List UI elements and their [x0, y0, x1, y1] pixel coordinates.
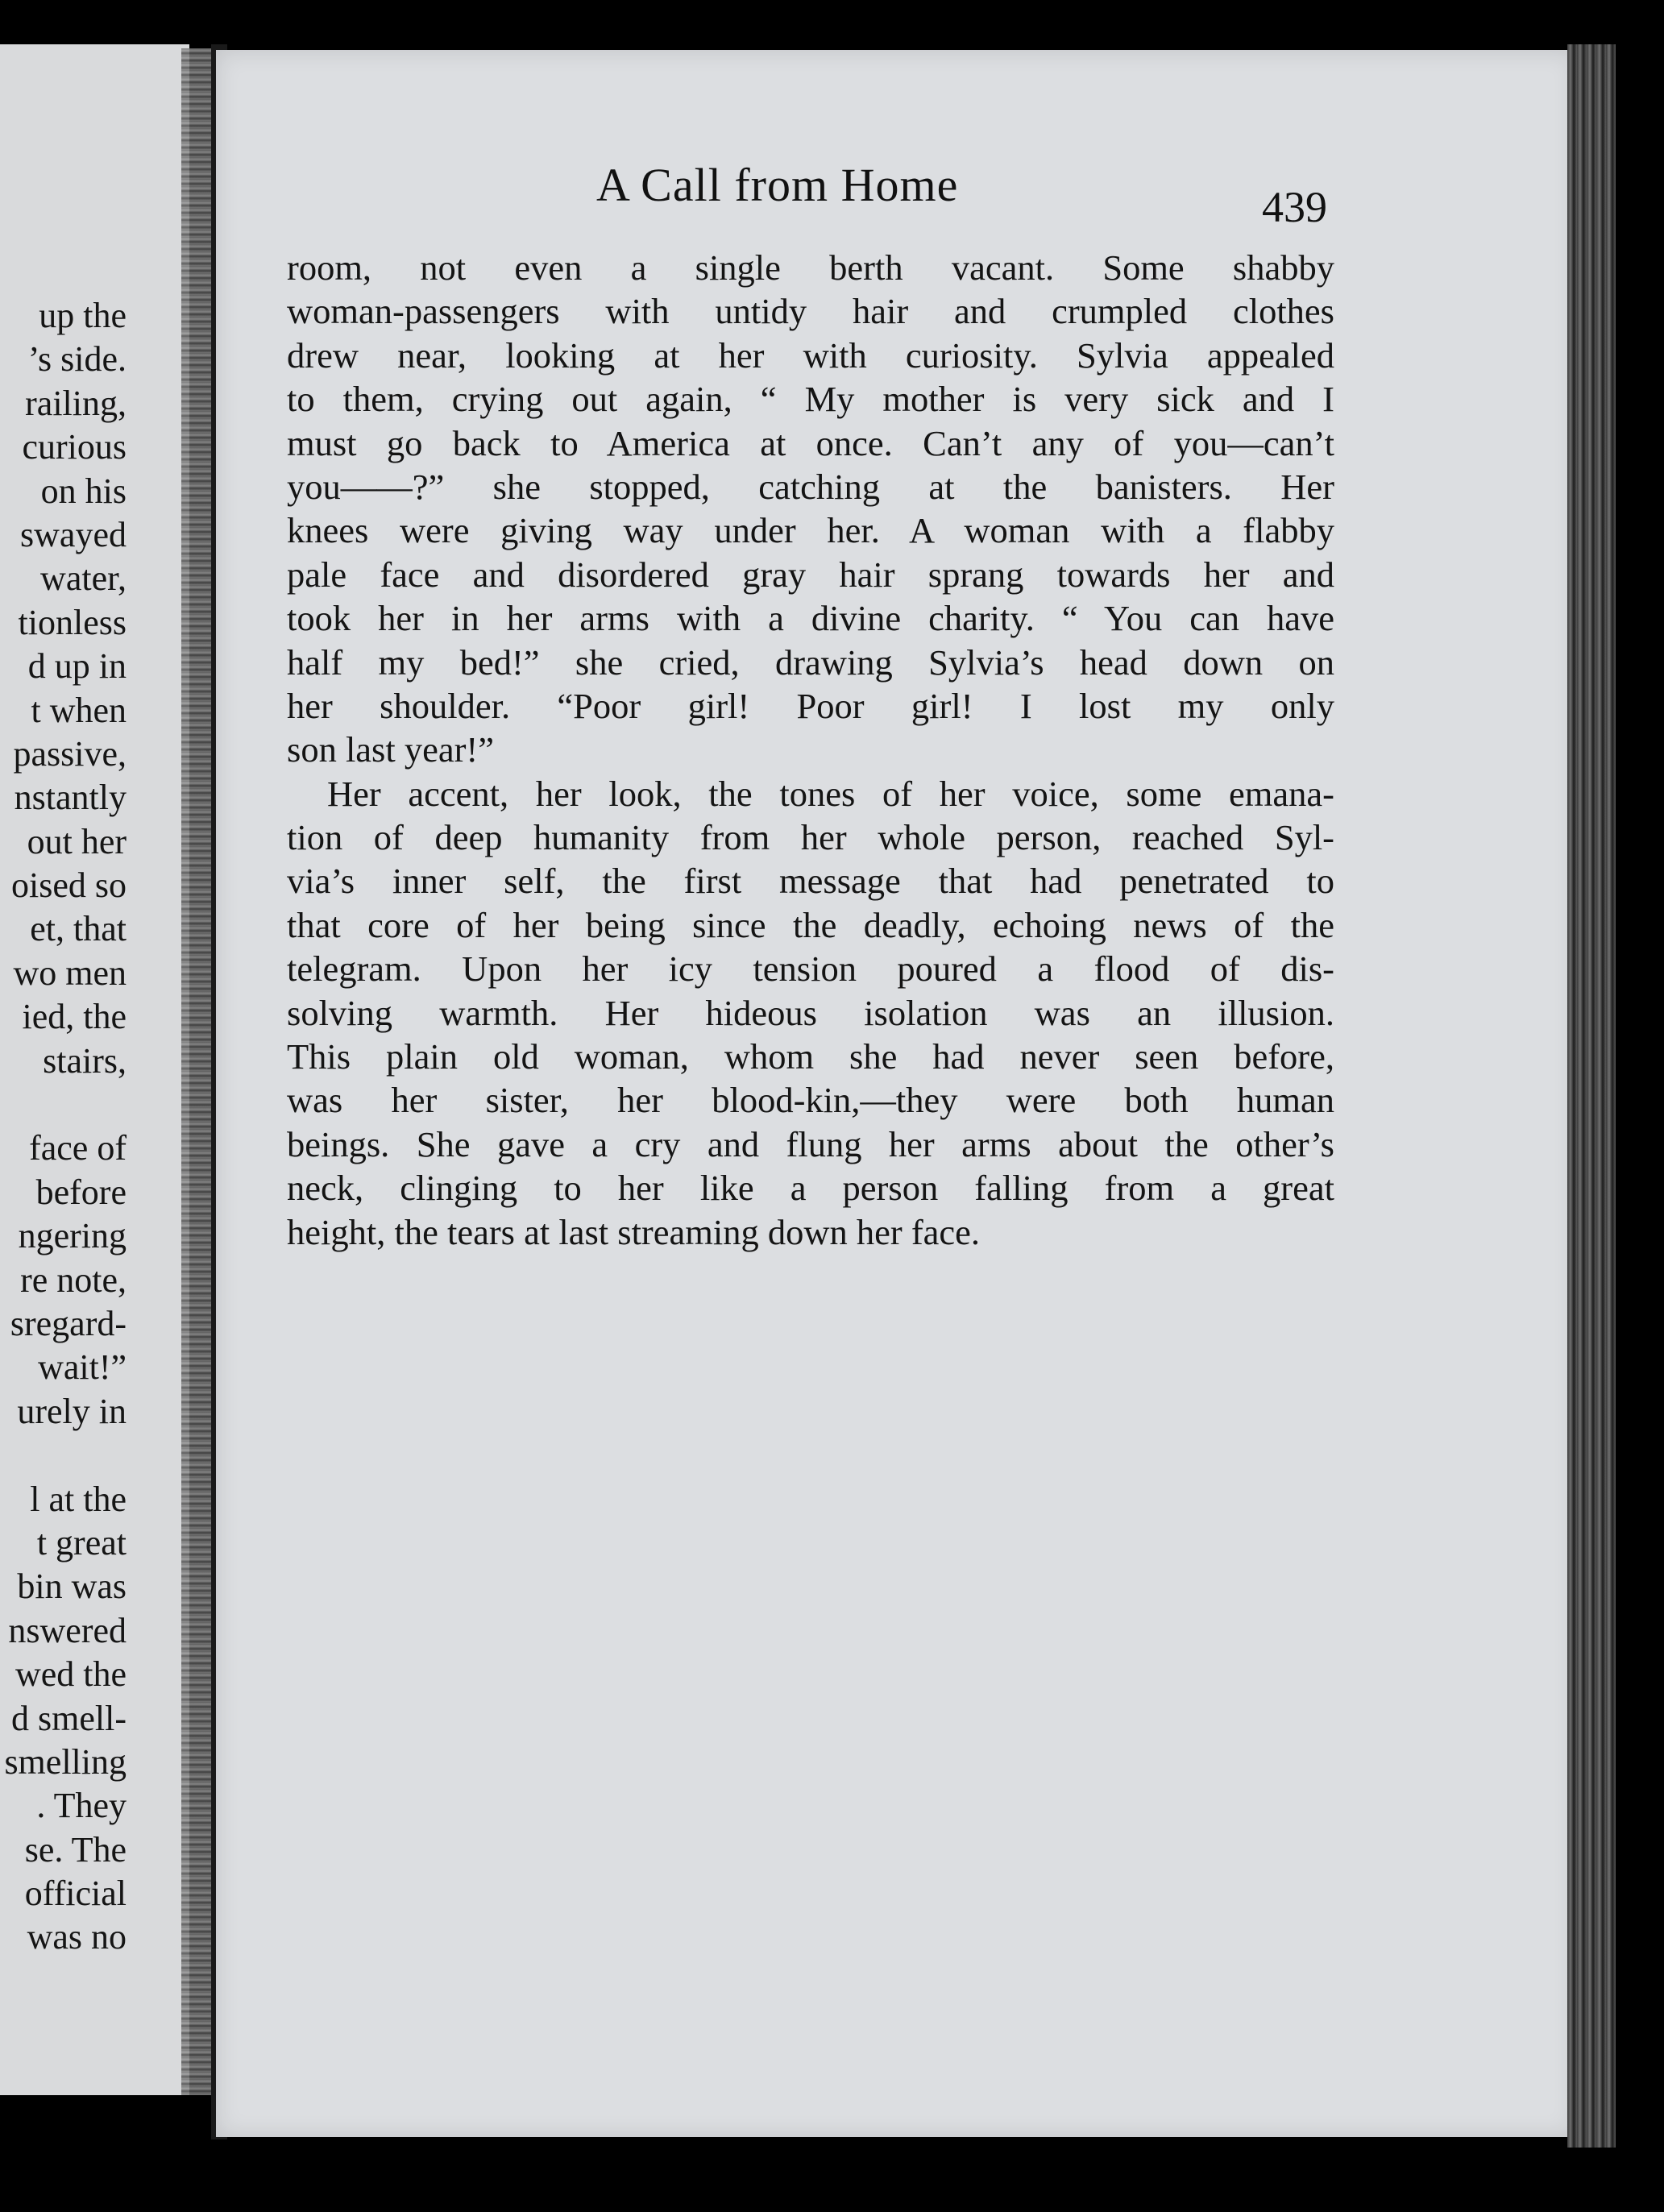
previous-page-line: ’s side.	[27, 339, 127, 380]
text-line: neck, clinging to her like a person falling from a great	[287, 1168, 1334, 1209]
text-line: half my bed!” she cried, drawing Sylvia’s head down on	[287, 641, 1334, 683]
text-line: telegram. Upon her icy tension poured a flood of dis-	[287, 948, 1334, 990]
text-line: via’s inner self, the first message that had penetrated to	[287, 861, 1334, 902]
previous-page-line: was no	[27, 1917, 127, 1957]
text-line: her shoulder. “Poor girl! Poor girl! I lost my only	[287, 685, 1334, 726]
text-line: son last year!”	[287, 729, 495, 770]
previous-page-line	[0, 1434, 127, 1477]
previous-page-line: urely in	[17, 1391, 127, 1431]
text-line: woman-passengers with untidy hair and crumpled clothes	[287, 291, 1334, 332]
previous-page-line: se. The	[24, 1829, 127, 1870]
previous-page-line: face of	[29, 1128, 127, 1168]
previous-page-line: l at the	[30, 1479, 127, 1519]
previous-page-line: t when	[31, 690, 127, 730]
previous-page-line: wed the	[15, 1654, 127, 1695]
previous-page-line: out her	[27, 821, 127, 861]
text-line: beings. She gave a cry and flung her arms about the other’s	[287, 1123, 1334, 1164]
previous-page-line: re note,	[20, 1260, 127, 1300]
text-line: knees were giving way under her. A woman with a flabby	[287, 510, 1334, 551]
previous-page-line: wo men	[13, 952, 127, 993]
text-line: pale face and disordered gray hair sprang towards her and	[287, 554, 1334, 595]
previous-page-line: nstantly	[14, 778, 127, 818]
text-line: solving warmth. Her hideous isolation was an illusion.	[287, 992, 1334, 1033]
previous-page-line: . They	[36, 1786, 127, 1826]
previous-page-gutter-shadow	[181, 48, 212, 2095]
text-line: room, not even a single berth vacant. Some shabby	[287, 247, 1334, 288]
text-line: was her sister, her blood-kin,—they were both human	[287, 1080, 1334, 1121]
previous-page-line: curious	[22, 427, 127, 467]
paragraph	[287, 246, 1334, 772]
text-line: you——?” she stopped, catching at the banisters. Her	[287, 466, 1334, 507]
page-stack-edge	[1567, 44, 1616, 2148]
previous-page-line: official	[24, 1874, 127, 1914]
previous-page-line: ngering	[18, 1216, 127, 1256]
text-line: tion of deep humanity from her whole person, reached Syl-	[287, 817, 1334, 858]
previous-page-line: railing,	[25, 383, 127, 423]
running-head-title: A Call from Home	[596, 159, 959, 211]
page-number: 439	[1262, 183, 1327, 231]
text-line: Her accent, her look, the tones of her voice, some emana-	[327, 773, 1334, 814]
previous-page-line: wait!”	[38, 1347, 127, 1388]
page-body-text	[287, 246, 1334, 1254]
text-line: to them, crying out again, “ My mother is very sick and I	[287, 379, 1334, 420]
previous-page-line	[0, 1083, 127, 1127]
previous-page-line: up the	[39, 296, 127, 335]
previous-page-line: on his	[40, 471, 127, 511]
previous-page-line: t great	[36, 1522, 127, 1563]
text-line: that core of her being since the deadly, echoing news of the	[287, 904, 1334, 945]
previous-page-line: et, that	[30, 909, 127, 949]
previous-page-edge	[0, 44, 189, 2095]
previous-page-line: smelling	[4, 1741, 127, 1782]
previous-page-line: oised so	[11, 865, 127, 906]
previous-page-line: ied, the	[22, 997, 127, 1037]
text-line: This plain old woman, whom she had never seen before,	[287, 1036, 1334, 1077]
previous-page-line: d smell-	[11, 1698, 127, 1738]
previous-page-line: stairs,	[43, 1040, 127, 1081]
text-line: drew near, looking at her with curiosity. Sylvia appealed	[287, 334, 1334, 376]
previous-page-line: before	[35, 1172, 127, 1212]
previous-page-line: sregard-	[10, 1303, 127, 1343]
previous-page-line: swayed	[20, 514, 127, 554]
previous-page-line: d up in	[27, 646, 127, 687]
previous-page-text	[0, 294, 127, 1960]
text-line: took her in her arms with a divine charity. “ You can have	[287, 598, 1334, 639]
previous-page-line: bin was	[17, 1567, 127, 1607]
text-line: height, the tears at last streaming down her face.	[287, 1211, 981, 1252]
text-line: must go back to America at once. Can’t any of you—can’t	[287, 422, 1334, 463]
previous-page-line: water,	[40, 558, 127, 599]
previous-page-line: nswered	[8, 1610, 127, 1650]
previous-page-line: passive,	[13, 733, 127, 774]
previous-page-line: tionless	[18, 602, 127, 642]
paragraph	[287, 772, 1334, 1254]
